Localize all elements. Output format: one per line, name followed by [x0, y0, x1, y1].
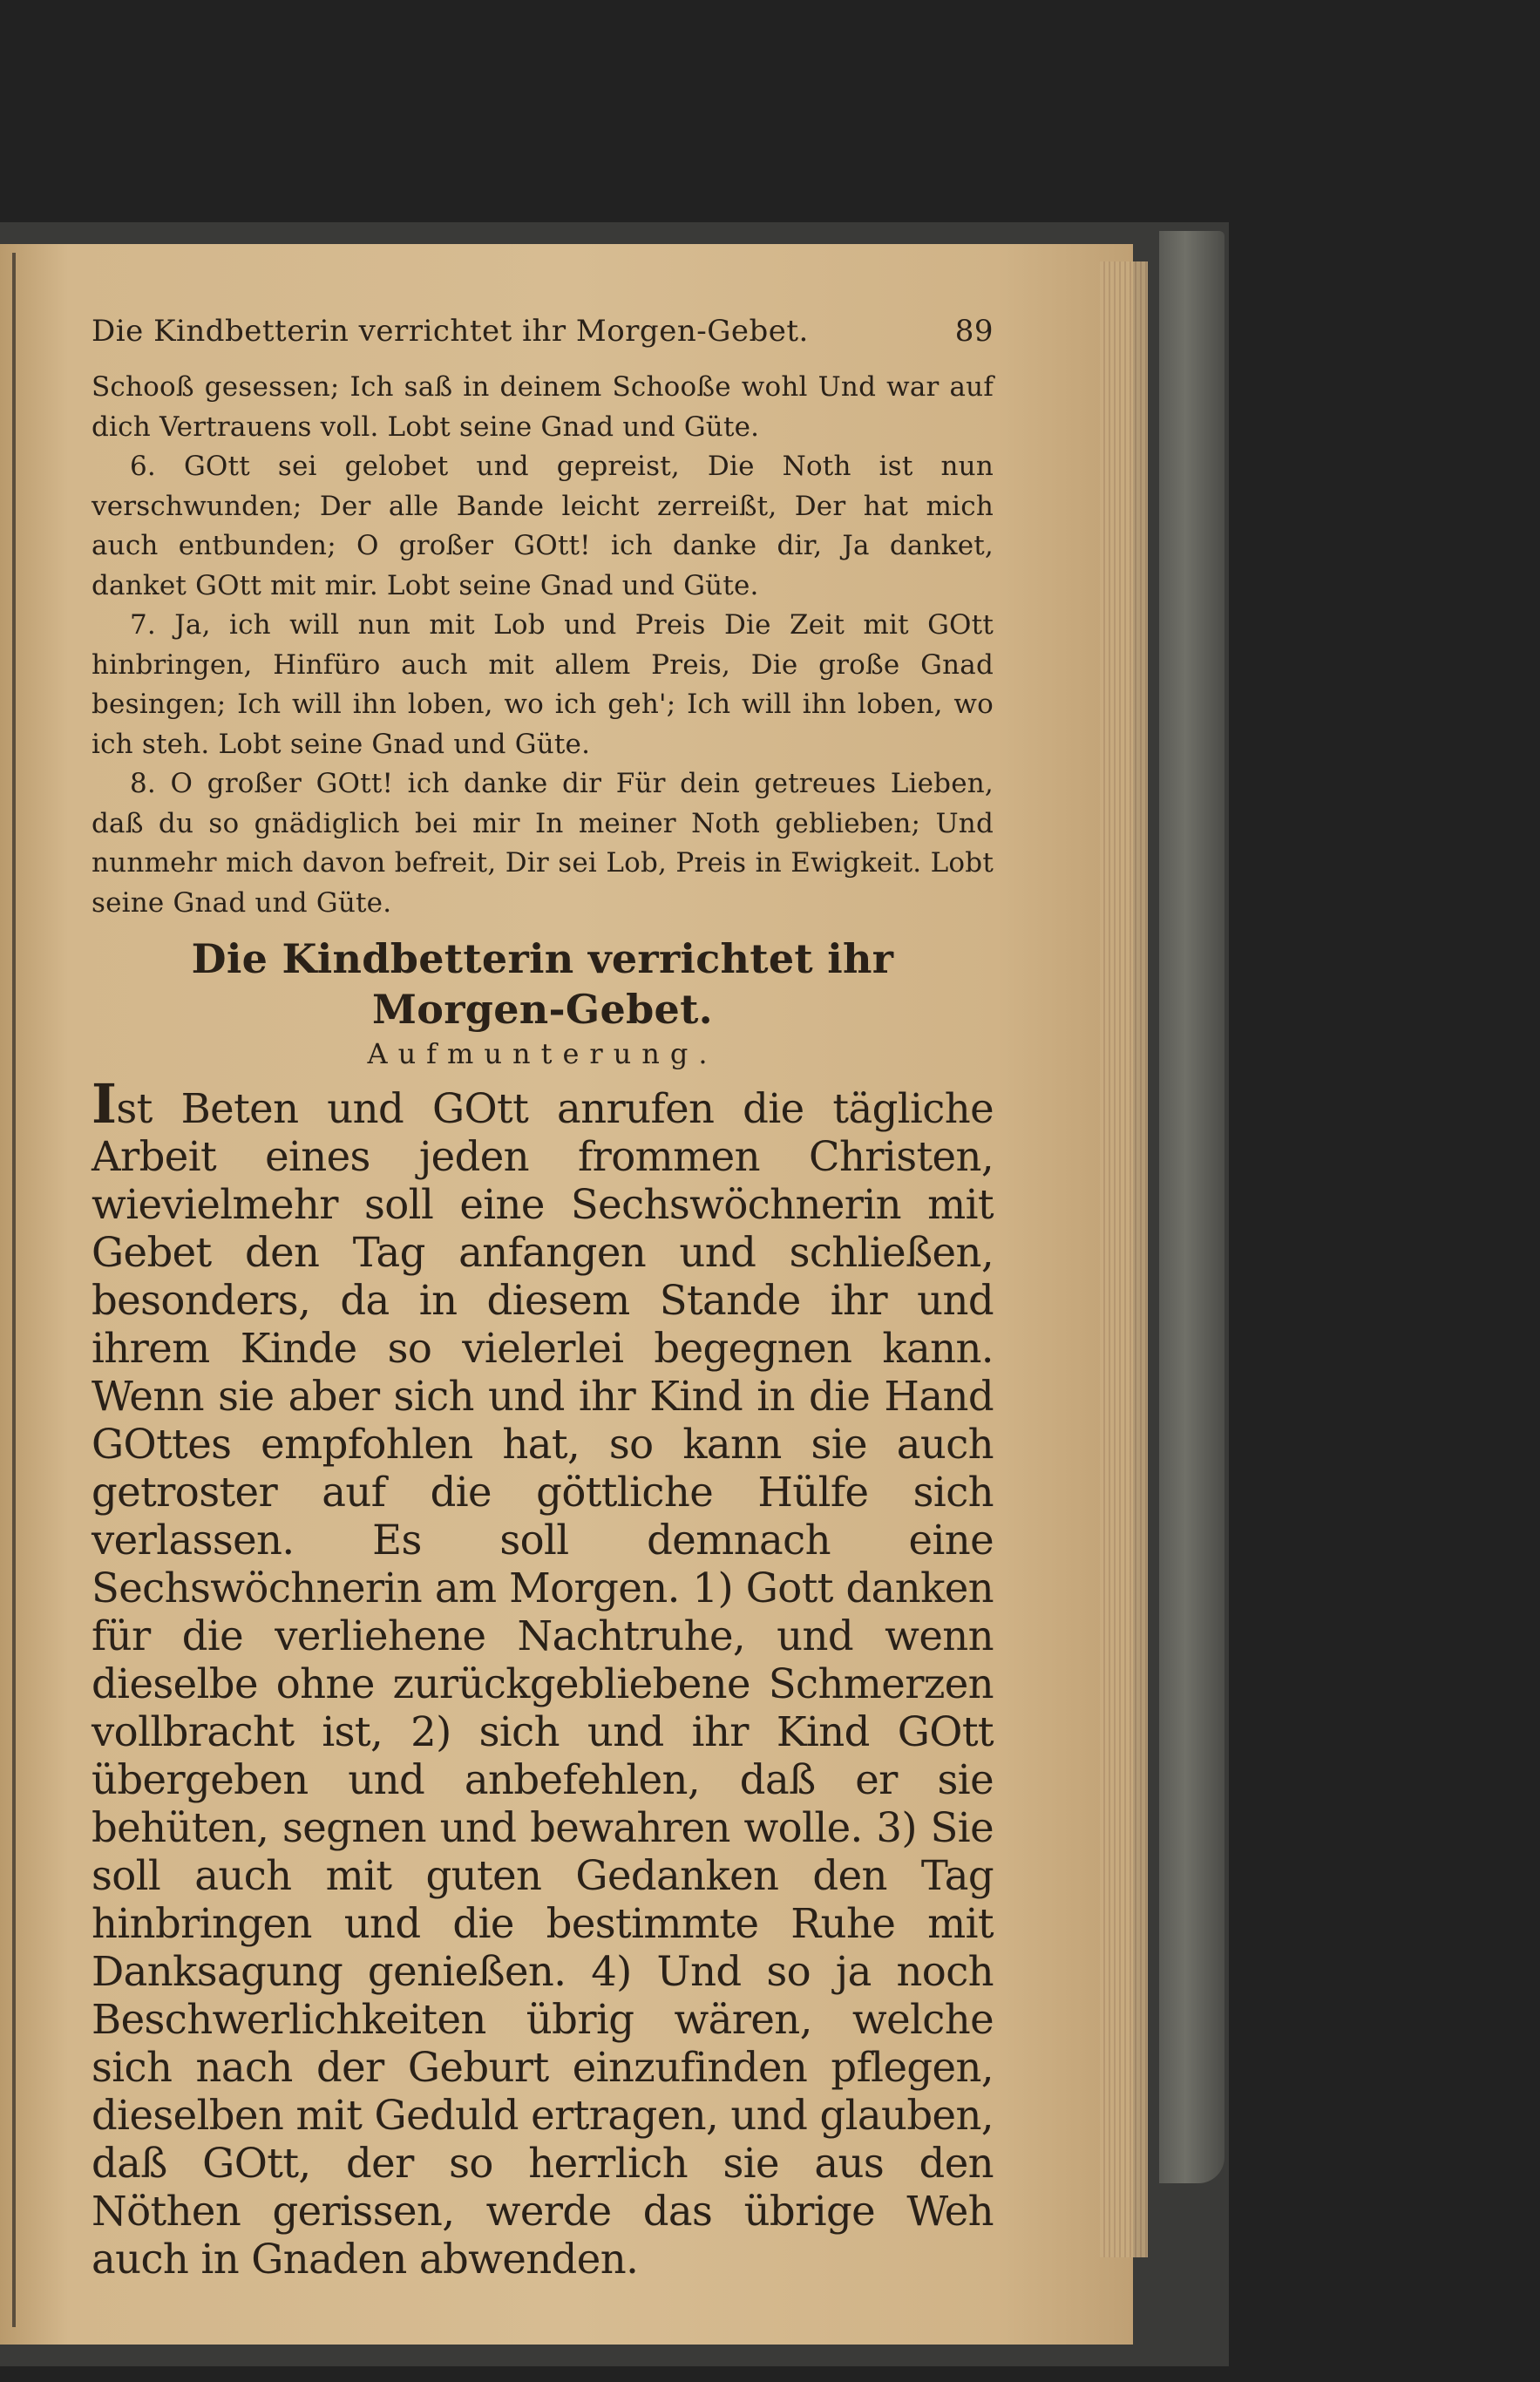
body-paragraph-text: st Beten und GOtt anrufen die tägliche Arbeit eines jeden frommen Christen, wievielmehr soll eine Sechswöchnerin mit Gebet den Tag anfangen und schließen, besonders, da in diesem Stande ihr und ihrem Kinde so vielerlei begegnen kann. Wenn sie aber sich und ihr Kind in die Hand GOttes empfohlen hat, so kann sie auch getroster auf die göttliche Hülfe sich verlassen. Es soll demnach eine Sechswöchnerin am Morgen. 1) Gott danken für die verliehene Nachtruhe, und wenn dieselbe ohne zurückgebliebene Schmerzen vollbracht ist, 2) sich und ihr Kind GOtt übergeben und anbefehlen, daß er sie behüten, segnen und bewahren wolle. 3) Sie soll auch mit guten Gedanken den Tag hinbringen und die bestimmte Ruhe mit Danksagung genießen. 4) Und so ja noch Beschwerlichkeiten übrig wären, welche sich nach der Geburt einzufinden pflegen, dieselben mit Geduld ertragen, und glauben, daß GOtt, der so herrlich sie aus den Nöthen gerissen, werde das übrige Weh auch in Gnaden abwenden. — [92, 1085, 994, 2283]
page-text — [92, 314, 994, 2284]
running-head-title: Die Kindbetterin verrichtet ihr Morgen-Gebet. — [92, 314, 809, 349]
hymn-intro: Schooß gesessen; Ich saß in deinem Schooße wohl Und war auf dich Vertrauens voll. Lobt seine Gnad und Güte. — [92, 371, 994, 443]
page-edges — [1100, 261, 1148, 2257]
book-cover-edge — [1159, 231, 1225, 2183]
body-text — [92, 1072, 994, 2284]
hymn-stanza-8: 8. O großer GOtt! ich danke dir Für dein getreues Lieben, daß du so gnädiglich bei mir In meiner Noth geblieben; Und nunmehr mich davon befreit, Dir sei Lob, Preis in Ewigkeit. Lobt seine Gnad und Güte. — [92, 768, 994, 919]
section-title: Die Kindbetterin verrichtet ihr Morgen-Gebet. — [191, 935, 894, 1033]
page-number: 89 — [954, 314, 994, 349]
hymn-text — [92, 368, 994, 923]
section-subtitle: Aufmunterung. — [367, 1037, 718, 1070]
running-head — [92, 314, 994, 349]
hymn-stanza-7: 7. Ja, ich will nun mit Lob und Preis Die Zeit mit GOtt hinbringen, Hinfüro auch mit allem Preis, Die große Gnad besingen; Ich will ihn loben, wo ich geh'; Ich will ihn loben, wo ich steh. Lobt seine Gnad und Güte. — [92, 609, 994, 760]
binding-gutter — [12, 253, 16, 2327]
hymn-stanza-6: 6. GOtt sei gelobet und gepreist, Die Noth ist nun verschwunden; Der alle Bande leicht zerreißt, Der hat mich auch entbunden; O großer GOtt! ich danke dir, Ja danket, danket GOtt mit mir. Lobt seine Gnad und Güte. — [92, 451, 994, 601]
initial-letter: I — [92, 1072, 117, 1136]
body-paragraph — [92, 1072, 994, 2284]
